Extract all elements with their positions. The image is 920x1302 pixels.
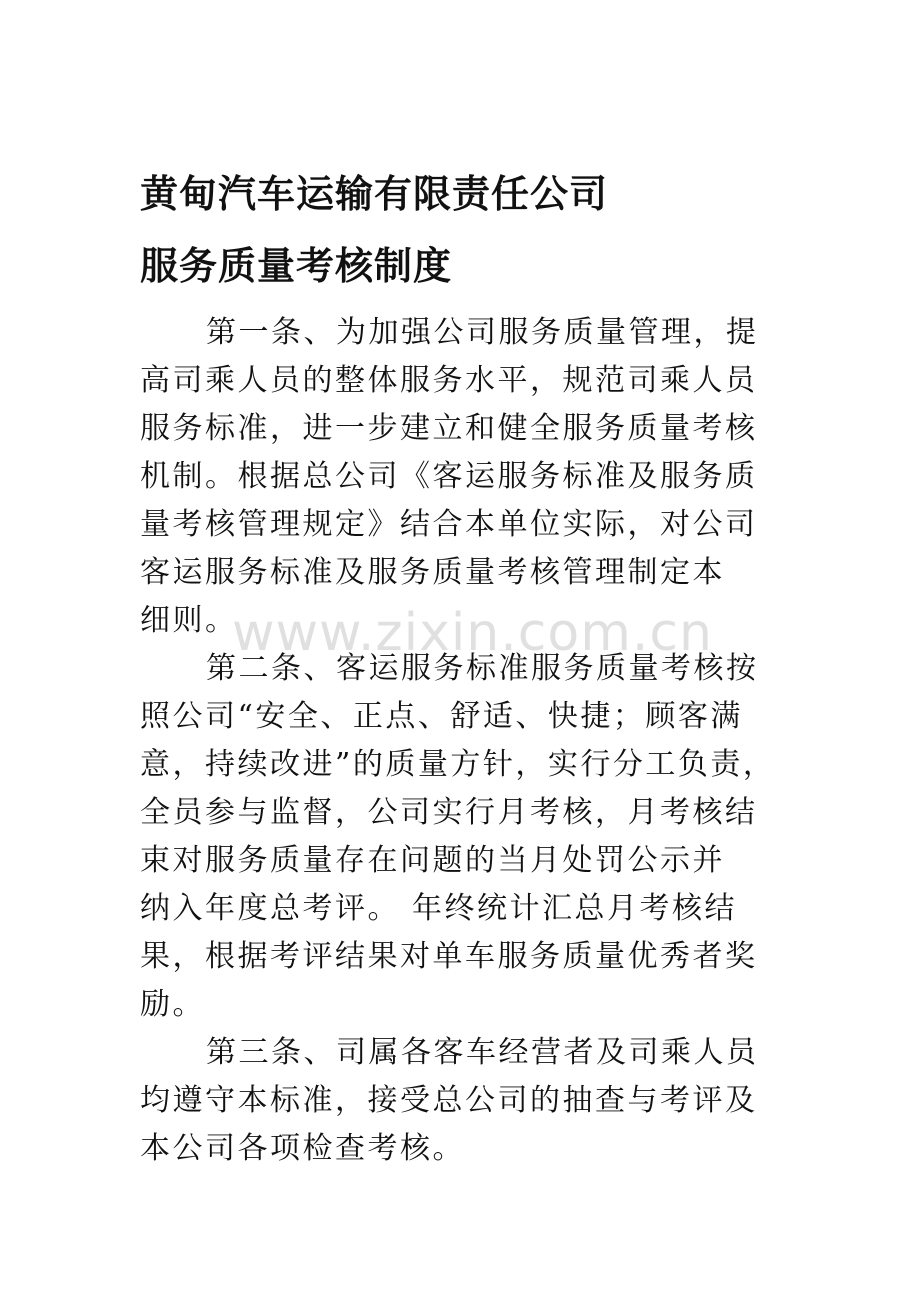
article-2 <box>140 645 790 1029</box>
article-2-line: 意，持续改进”的质量方针，实行分工负责， <box>140 747 776 782</box>
article-1-line: 高司乘人员的整体服务水平，规范司乘人员 <box>140 363 758 398</box>
article-1-line: 服务标准，进一步建立和健全服务质量考核 <box>140 411 758 446</box>
article-3-line: 均遵守本标准，接受总公司的抽查与考评及 <box>140 1083 758 1118</box>
article-1-line: 细则。 <box>140 603 238 638</box>
article-3 <box>140 1029 790 1173</box>
document-title-company: 黄甸汽车运输有限责任公司 <box>140 172 609 216</box>
article-1-line: 量考核管理规定》结合本单位实际，对公司 <box>140 507 758 542</box>
article-2-line: 全员参与监督，公司实行月考核，月考核结 <box>140 795 758 830</box>
document-body <box>140 309 790 1173</box>
article-2-line: 照公司“安全、正点、舒适、快捷；顾客满 <box>140 699 743 734</box>
article-3-line: 本公司各项检查考核。 <box>140 1131 465 1166</box>
article-2-line: 束对服务质量存在问题的当月处罚公示并 <box>140 843 725 878</box>
article-1-line: 机制。根据总公司《客运服务标准及服务质 <box>140 459 758 494</box>
article-1 <box>140 309 790 645</box>
article-2-line: 果，根据考评结果对单车服务质量优秀者奖 <box>140 939 758 974</box>
document-title-system: 服务质量考核制度 <box>140 244 453 288</box>
watermark: www.zixin.com.cn <box>232 603 713 663</box>
article-2-line: 第二条、客运服务标准服务质量考核按 <box>206 651 759 686</box>
article-3-line: 第三条、司属各客车经营者及司乘人员 <box>206 1035 759 1070</box>
article-2-line: 纳入年度总考评。 年终统计汇总月考核结 <box>140 891 738 926</box>
article-1-line: 客运服务标准及服务质量考核管理制定本 <box>140 555 725 590</box>
article-2-line: 励。 <box>140 987 205 1022</box>
article-1-line: 第一条、为加强公司服务质量管理，提 <box>206 315 759 350</box>
